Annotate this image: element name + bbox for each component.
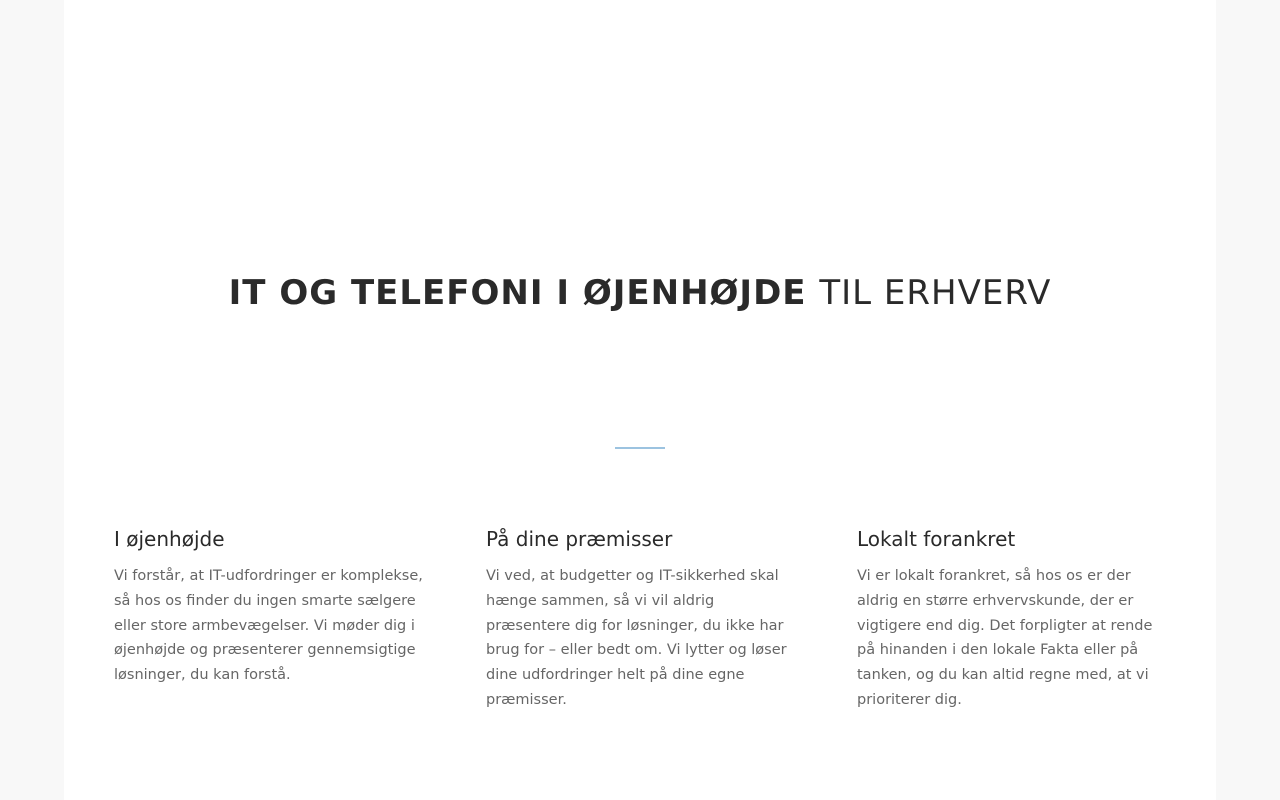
feature-locally-rooted — [857, 524, 1169, 713]
page-title — [64, 274, 1216, 313]
page-title-light: TIL ERHVERV — [819, 273, 1052, 313]
page-content — [64, 0, 1216, 800]
feature-title: Lokalt forankret — [857, 527, 1016, 551]
feature-eye-level — [114, 524, 426, 688]
feature-title: I øjenhøjde — [114, 527, 225, 551]
feature-text: Vi er lokalt forankret, så hos os er der aldrig en større erhvervskunde, der er vigtigere end dig. Det forpligter at rende på hinanden i den lokale Fakta eller på tanken, og du kan altid regne med, at vi prioriterer dig. — [857, 568, 1153, 708]
page-title-bold: IT OG TELEFONI I ØJENHØJDE — [228, 273, 807, 313]
section-divider — [615, 447, 665, 449]
feature-text: Vi ved, at budgetter og IT-sikkerhed skal hænge sammen, så vi vil aldrig præsentere dig for løsninger, du ikke har brug for – eller bedt om. Vi lytter og løser dine udfordringer helt på dine egne præmisser. — [486, 568, 787, 708]
feature-text: Vi forstår, at IT-udfordringer er komplekse, så hos os finder du ingen smarte sælgere eller store armbevægelser. Vi møder dig i øjenhøjde og præsenterer gennemsigtige løsninger, du kan forstå. — [114, 568, 423, 684]
features-section — [114, 524, 1174, 744]
feature-your-terms — [486, 524, 798, 713]
feature-title: På dine præmisser — [486, 527, 673, 551]
